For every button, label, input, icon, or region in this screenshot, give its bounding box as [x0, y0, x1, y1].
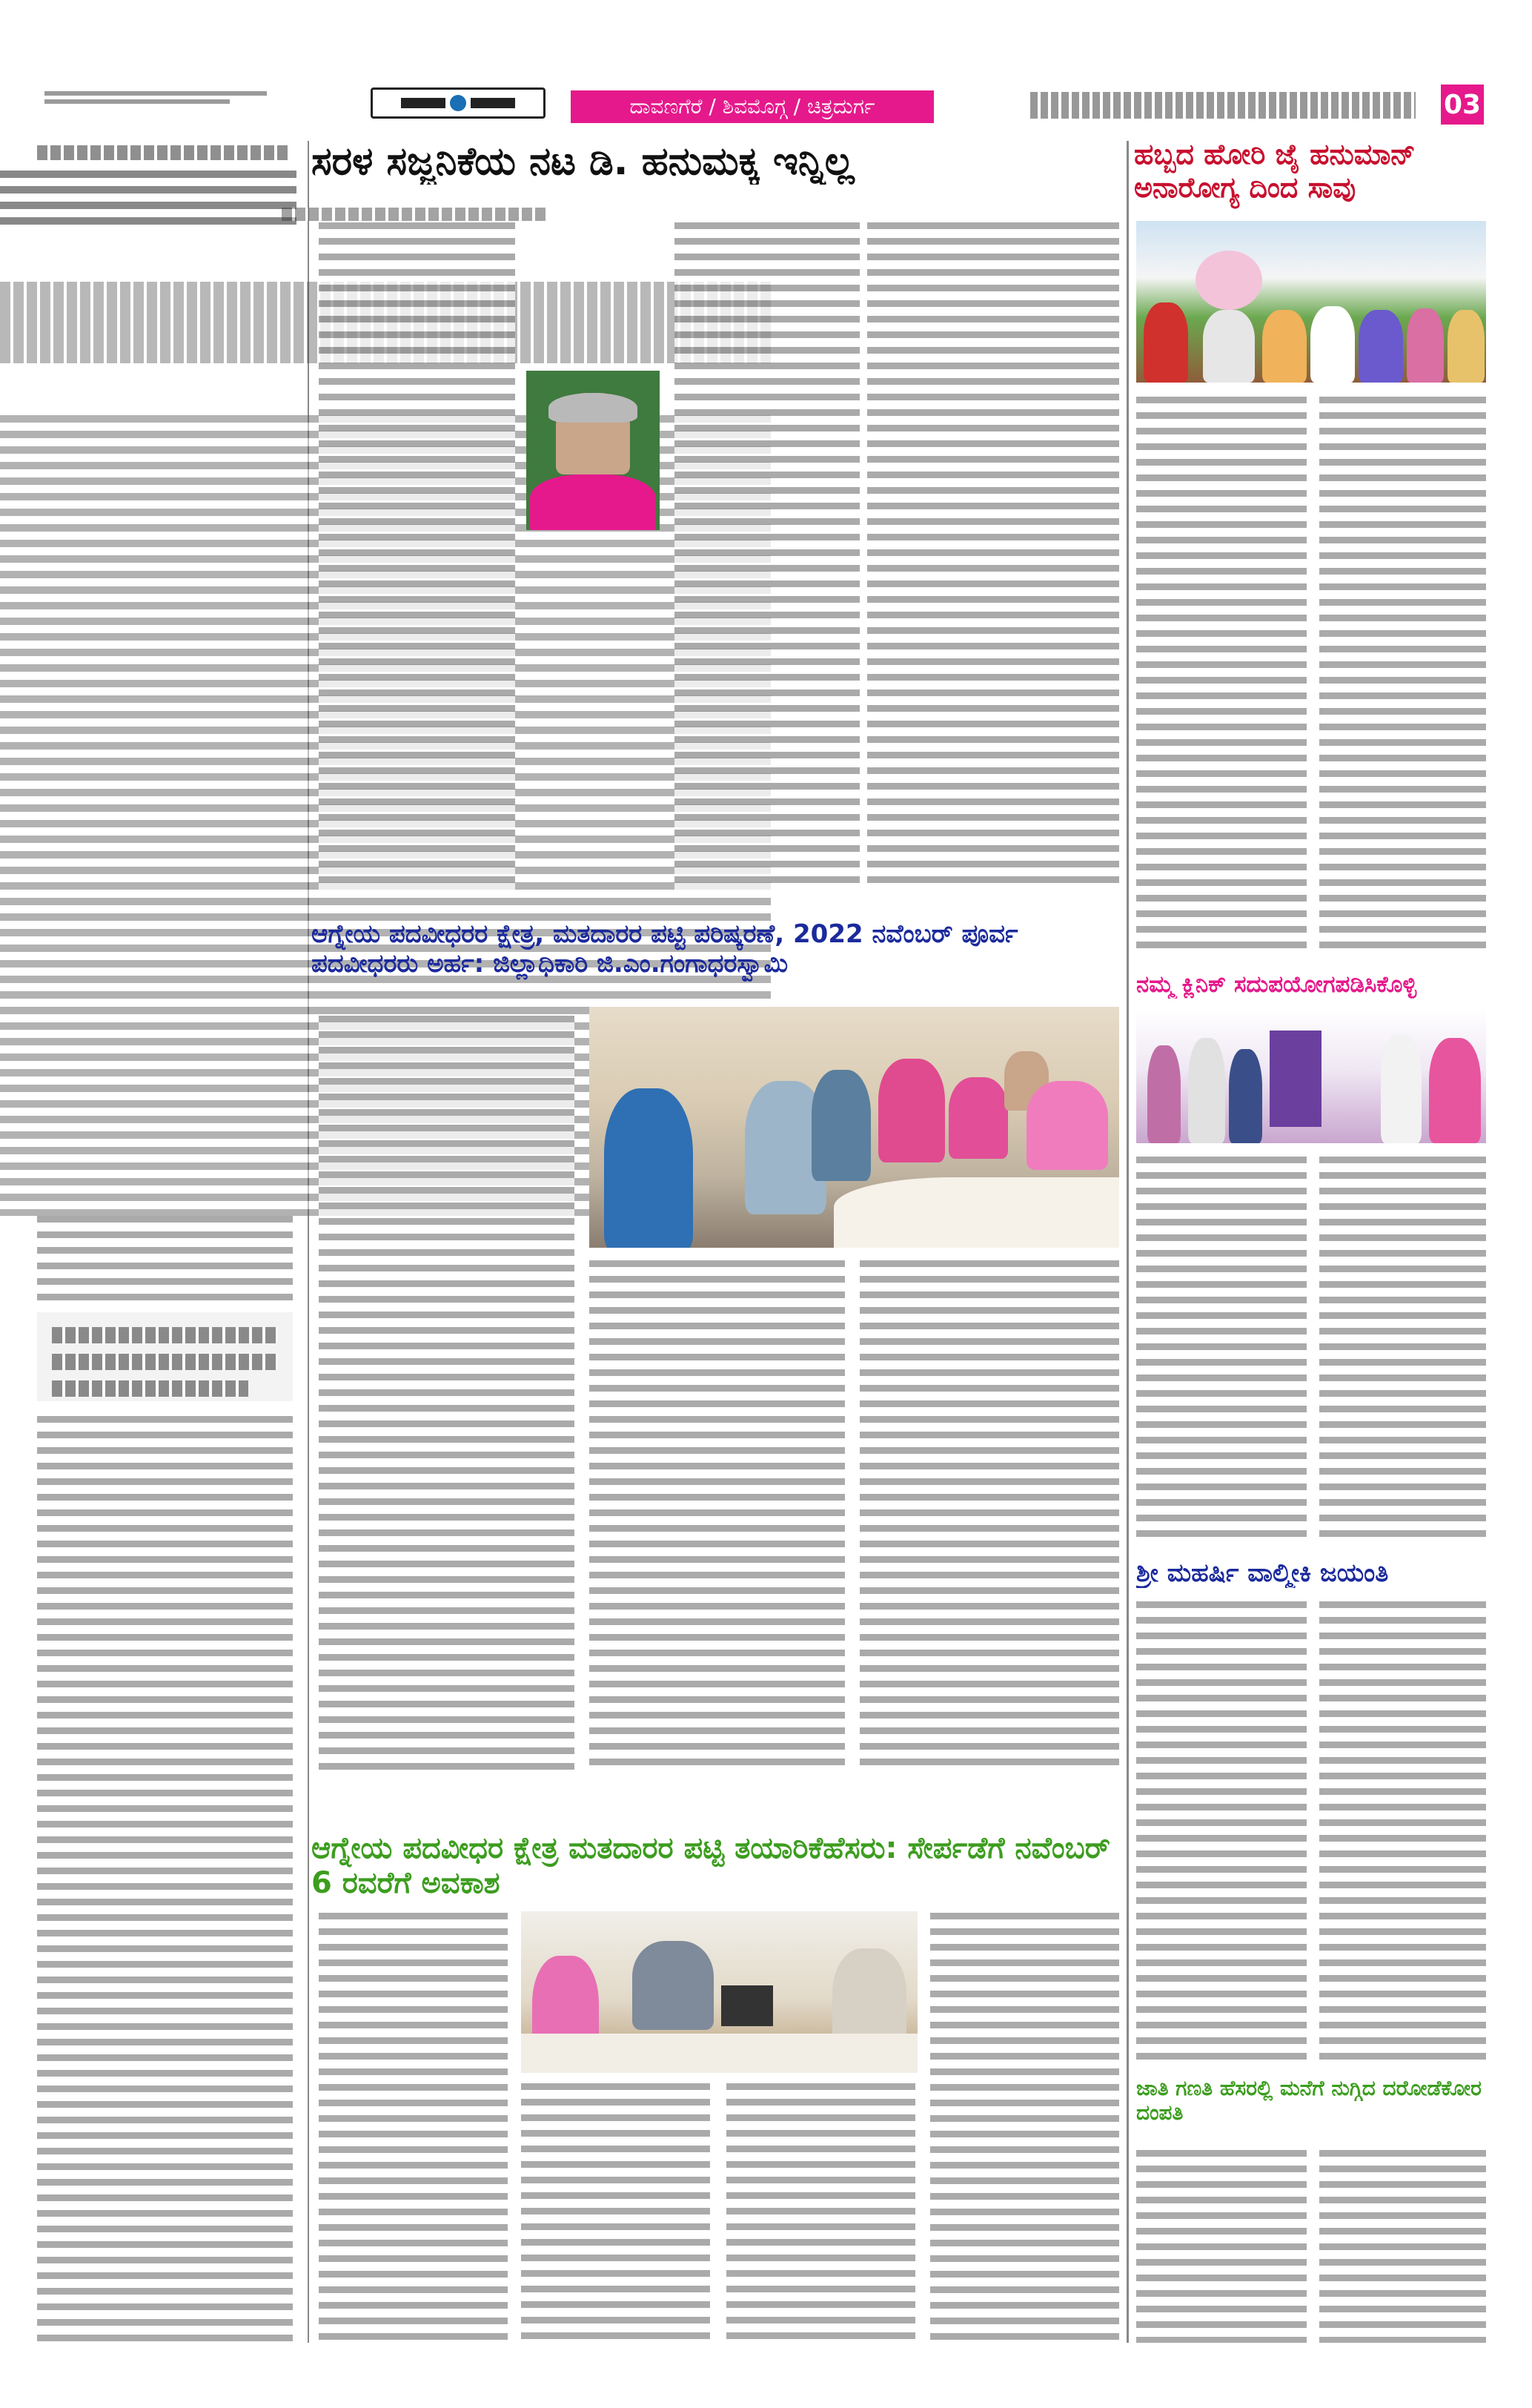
valmiki-text-2 — [1319, 1601, 1486, 2061]
issue-date — [1030, 92, 1416, 119]
registration-text-4 — [930, 1913, 1119, 2343]
meeting-photo — [589, 1007, 1119, 1248]
globe-icon — [450, 95, 466, 111]
voter-list-headline: ಆಗ್ನೇಯ ಪದವೀಧರರ ಕ್ಷೇತ್ರ, ಮತದಾರರ ಪಟ್ಟಿ ಪರಿಷ್ಕರಣೆ, 2022 ನವೆಂಬರ್ ಪೂರ್ವ ಪದವೀಧರರು ಅರ್ಹ: ಜಿಲ್ಲಾಧಿಕಾರಿ ಜಿ.ಎಂ.ಗಂಗಾಧರಸ್ವಾಮಿ — [311, 919, 1018, 979]
left-sub-box — [37, 1312, 293, 1401]
left-column-text — [37, 1216, 293, 1305]
column-rule — [1127, 141, 1129, 2343]
left-brief-text — [0, 171, 296, 230]
census-text-1 — [1136, 2150, 1307, 2343]
lead-dateline — [282, 208, 548, 221]
valmiki-headline: ಶ್ರೀ ಮಹರ್ಷಿ ವಾಲ್ಮೀಕಿ ಜಯಂತಿ — [1136, 1558, 1389, 1588]
registration-text-2 — [521, 2083, 710, 2343]
clinic-photo — [1136, 1008, 1486, 1143]
registration-text-3 — [726, 2083, 915, 2343]
office-photo — [521, 1911, 918, 2073]
clinic-headline: ನಮ್ಮ ಕ್ಲಿನಿಕ್ ಸದುಪಯೋಗಪಡಿಸಿಕೊಳ್ಳಿ — [1136, 971, 1417, 998]
registration-headline: ಆಗ್ನೇಯ ಪದವೀಧರ ಕ್ಷೇತ್ರ ಮತದಾರರ ಪಟ್ಟಿ ತಯಾರಿಕೆಹೆಸರು: ಸೇರ್ಪಡೆಗೆ ನವೆಂಬರ್ 6 ರವರೆಗೆ ಅವಕಾಶ — [311, 1831, 1110, 1901]
voter-list-text-3 — [860, 1260, 1119, 1772]
clinic-text-2 — [1319, 1157, 1486, 1542]
left-brief-head — [37, 145, 289, 160]
census-text-2 — [1319, 2150, 1486, 2343]
voter-list-text-2 — [589, 1260, 845, 1772]
voter-list-text — [319, 1016, 574, 1772]
lead-col1-text — [319, 222, 515, 890]
newspaper-logo — [371, 87, 546, 119]
clinic-text-1 — [1136, 1157, 1307, 1542]
registration-text-1 — [319, 1913, 508, 2343]
lead-headline: ಸರಳ ಸಜ್ಜನಿಕೆಯ ನಟ ಡಿ. ಹನುಮಕ್ಕ ಇನ್ನಿಲ್ಲ — [311, 139, 855, 184]
left-column-text — [37, 1416, 293, 2343]
masthead-tagline — [44, 87, 289, 117]
valmiki-text-1 — [1136, 1601, 1307, 2061]
lead-col2-text — [674, 222, 860, 890]
hori-text-1 — [1136, 397, 1307, 956]
festival-bull-photo — [1136, 221, 1486, 383]
region-label: ದಾವಣಗೆರೆ / ಶಿವಮೊಗ್ಗ / ಚಿತ್ರದುರ್ಗ — [571, 90, 934, 123]
portrait-photo — [526, 371, 660, 530]
lead-col3-text — [867, 222, 1119, 890]
census-headline: ಜಾತಿ ಗಣತಿ ಹೆಸರಲ್ಲಿ ಮನೆಗೆ ನುಗ್ಗಿದ ದರೋಡೆಕೋರ ದಂಪತಿ — [1136, 2076, 1482, 2126]
hori-headline: ಹಬ್ಬದ ಹೋರಿ ಜೈ ಹನುಮಾನ್ ಅನಾರೋಗ್ಯ ದಿಂದ ಸಾವು — [1134, 138, 1416, 204]
page-number: 03 — [1441, 85, 1484, 125]
hori-text-2 — [1319, 397, 1486, 956]
